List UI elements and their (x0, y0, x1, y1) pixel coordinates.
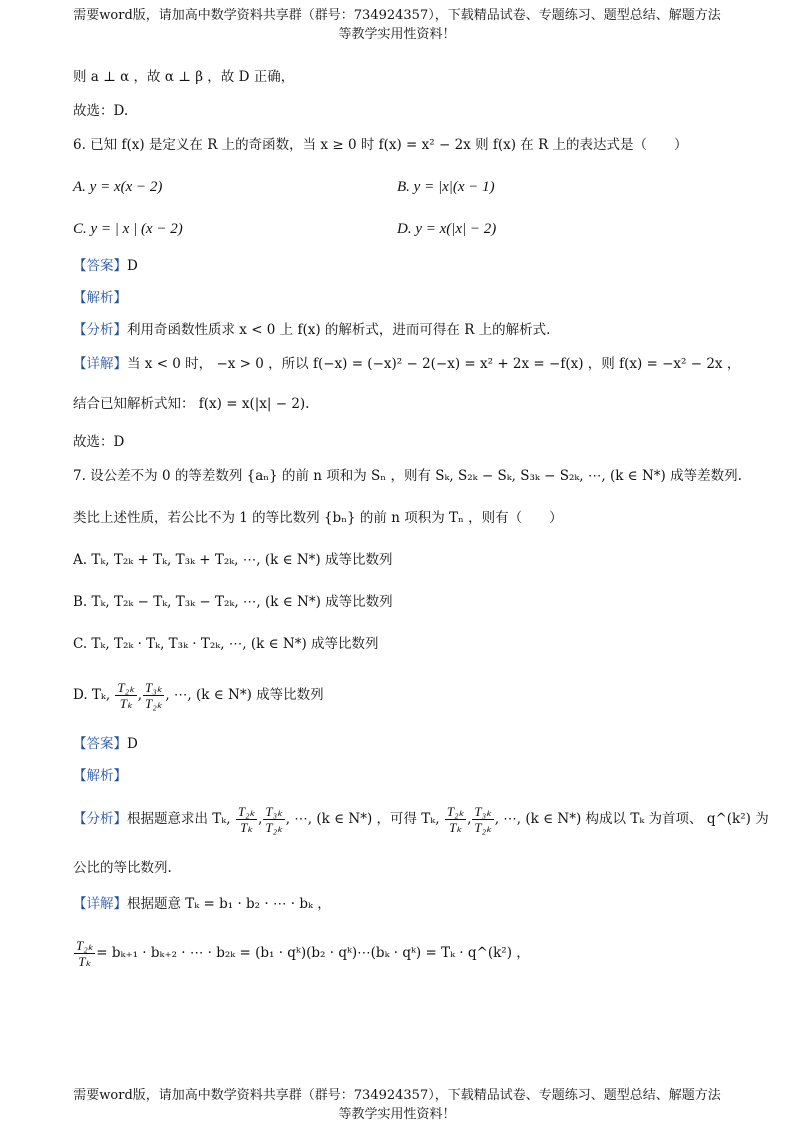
q7-xiangjie (73, 894, 754, 914)
footer-banner-line1: 需要word版，请加高中数学资料共享群（群号：734924357），下载精品试卷、专题练习、题型总结、解题方法 (73, 1088, 721, 1103)
denominator: Tₖ (449, 820, 462, 835)
header-banner (0, 6, 794, 44)
header-banner-line1: 需要word版，请加高中数学资料共享群（群号：734924357），下载精品试卷、专题练习、题型总结、解题方法 (73, 8, 721, 23)
fraction-t2k-over-tk (236, 804, 257, 835)
fraction-t2k-over-tk (115, 680, 136, 711)
numerator: T₂ₖ (117, 680, 135, 695)
numerator: T₂ₖ (76, 938, 94, 953)
q7-equation (73, 934, 754, 972)
analysis-tag: 【解析】 (73, 290, 127, 306)
fenxi-tag: 【分析】 (73, 322, 127, 338)
xiangjie-text: 当 x < 0 时， −x > 0 ，所以 f(−x) = (−x)² − 2(−x) = x² + 2x = −f(x) ，则 f(x) = −x² − 2x ， (127, 356, 741, 372)
q6-fenxi (73, 320, 754, 340)
numerator: T₃ₖ (474, 804, 492, 819)
q7-analysis-tag (73, 766, 754, 786)
q7-option-b: B. Tₖ, T₂ₖ − Tₖ, T₃ₖ − T₂ₖ, ⋯, (k ∈ N*) 成等比数列 (73, 594, 393, 610)
denominator: Tₖ (240, 820, 253, 835)
numerator: T₂ₖ (446, 804, 465, 819)
answer-value: D (127, 736, 138, 752)
q6-combine: 结合已知解析式知： f(x) = x(|x| − 2). (73, 396, 310, 412)
q6-analysis-tag (73, 288, 754, 308)
q6-choice: 故选：D (73, 434, 125, 450)
fraction-t2k-over-tk (445, 804, 466, 835)
q7-option-d-suffix: , ⋯, (k ∈ N*) 成等比数列 (165, 687, 324, 703)
xiangjie-tag: 【详解】 (73, 896, 127, 912)
q6-option-c: C. y = | x | (x − 2) (73, 221, 183, 237)
q7-option-a: A. Tₖ, T₂ₖ + Tₖ, T₃ₖ + T₂ₖ, ⋯, (k ∈ N*) 成等比数列 (73, 552, 393, 568)
q6-option-b: B. y = |x|(x − 1) (397, 179, 495, 195)
q6-answer (73, 256, 754, 276)
q6-option-a: A. y = x(x − 2) (73, 179, 163, 195)
numerator: T₃ₖ (145, 680, 163, 695)
fenxi-text-b: , ⋯, (k ∈ N*) ，可得 Tₖ, (285, 811, 440, 827)
q7-stem-line2: 类比上述性质，若公比不为 1 的等比数列 {bₙ} 的前 n 项积为 Tₙ ，则有（ ） (73, 510, 563, 526)
fenxi-tag: 【分析】 (73, 811, 127, 827)
q7-fenxi: 【分析】根据题意求出 Tₖ, $\frac{\text{T₂ₖ}}{\text{Tₖ}}$ , $\frac{\text{T₃ₖ}}{\text{T₂ₖ}}$ , ⋯, (k ∈ N*) ，可得 Tₖ, $\frac{\text{T₂ₖ}}{\text{Tₖ}}$ , $\frac{\text{T₃ₖ}}{\text{T₂ₖ}}$ , ⋯, (k ∈ N*) 构成以 Tₖ 为首项、 q^(k²) 为 (73, 804, 769, 835)
q6-xiangjie (73, 354, 754, 374)
footer-banner-line2: 等教学实用性资料！ (338, 1107, 456, 1122)
fraction-t2k-over-tk (74, 938, 95, 969)
q7-option-d: D. Tₖ, $\frac{\text{T₂ₖ}}{\text{Tₖ}}$ , $\frac{\text{T₃ₖ}}{\text{T₂ₖ}}$ , ⋯, (k ∈ N*) 成等比数列 (73, 680, 324, 711)
q6-option-d: D. y = x(|x| − 2) (397, 221, 497, 237)
denominator: Tₖ (119, 696, 133, 711)
fraction-t3k-over-t2k (472, 804, 493, 835)
numerator: T₃ₖ (265, 804, 283, 819)
fenxi-text-a: 根据题意求出 Tₖ, (127, 811, 231, 827)
header-banner-line2: 等教学实用性资料！ (338, 27, 456, 42)
footer-banner (0, 1086, 794, 1124)
denominator: T₂ₖ (145, 696, 163, 711)
fraction-t3k-over-t2k (263, 804, 284, 835)
denominator: Tₖ (78, 954, 92, 969)
answer-tag: 【答案】 (73, 736, 127, 752)
q7-stem-line1: 7. 设公差不为 0 的等差数列 {aₙ} 的前 n 项和为 Sₙ ，则有 Sₖ, S₂ₖ − Sₖ, S₃ₖ − S₂ₖ, ⋯, (k ∈ N*) 成等差数列. (73, 468, 742, 484)
denominator: T₂ₖ (474, 820, 492, 835)
fraction-t3k-over-t2k (143, 680, 164, 711)
q7-option-d-prefix: D. Tₖ, (73, 687, 111, 703)
xiangjie-text: 根据题意 Tₖ = b₁ · b₂ · ⋯ · bₖ ， (127, 896, 331, 912)
fenxi-text: 利用奇函数性质求 x < 0 上 f(x) 的解析式，进而可得在 R 上的解析式. (127, 322, 551, 338)
q6-stem: 6. 已知 f(x) 是定义在 R 上的奇函数，当 x ≥ 0 时 f(x) = x² − 2x 则 f(x) 在 R 上的表达式是（ ） (73, 137, 688, 153)
numerator: T₂ₖ (237, 804, 256, 819)
answer-tag: 【答案】 (73, 258, 127, 274)
xiangjie-tag: 【详解】 (73, 356, 127, 372)
answer-value: D (127, 258, 138, 274)
denominator: T₂ₖ (265, 820, 283, 835)
q7-option-c: C. Tₖ, T₂ₖ · Tₖ, T₃ₖ · T₂ₖ, ⋯, (k ∈ N*) 成等比数列 (73, 636, 379, 652)
fenxi-text-c: , ⋯, (k ∈ N*) 构成以 Tₖ 为首项、 q^(k²) 为 (494, 811, 769, 827)
q5-choice: 故选：D. (73, 103, 129, 119)
q5-conclusion: 则 a ⊥ α ，故 α ⊥ β ，故 D 正确， (73, 69, 295, 85)
equation-rhs: = bₖ₊₁ · bₖ₊₂ · ⋯ · b₂ₖ = (b₁ · qᵏ)(b₂ · qᵏ)⋯(bₖ · qᵏ) = Tₖ · q^(k²) ， (96, 945, 530, 961)
analysis-tag: 【解析】 (73, 768, 127, 784)
q7-fenxi-tail: 公比的等比数列. (73, 860, 172, 876)
q7-answer (73, 734, 754, 754)
